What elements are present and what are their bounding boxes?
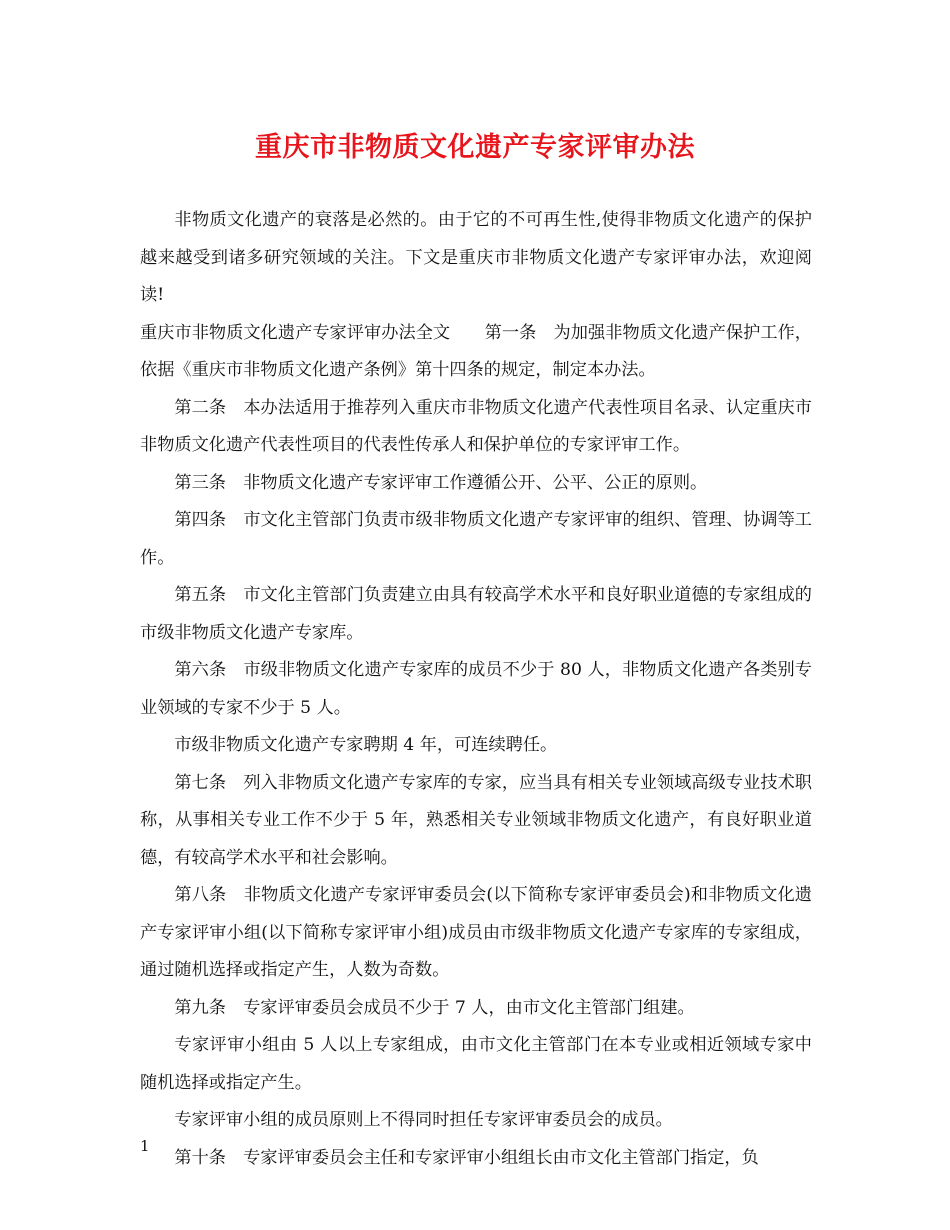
paragraph: 第九条 专家评审委员会成员不少于 7 人，由市文化主管部门组建。 <box>174 997 695 1018</box>
paragraph: 第七条 列入非物质文化遗产专家库的专家，应当具有相关专业领域高级专业技术职称，从事相关专业工作不少于 5 年，熟悉相关专业领域非物质文化遗产，有良好职业道德，有较高学术水平和社会影响。 <box>140 772 812 868</box>
paragraph: 第十条 专家评审委员会主任和专家评审小组组长由市文化主管部门指定，负 <box>174 1147 759 1168</box>
paragraph: 第五条 市文化主管部门负责建立由具有较高学术水平和良好职业道德的专家组成的市级非物质文化遗产专家库。 <box>140 585 812 643</box>
paragraph: 第三条 非物质文化遗产专家评审工作遵循公开、公平、公正的原则。 <box>174 472 708 493</box>
paragraph: 非物质文化遗产的衰落是必然的。由于它的不可再生性,使得非物质文化遗产的保护越来越受到诸多研究领域的关注。下文是重庆市非物质文化遗产专家评审办法，欢迎阅读! <box>140 210 812 305</box>
paragraph: 专家评审小组由 5 人以上专家组成，由市文化主管部门在本专业或相近领域专家中随机选择或指定产生。 <box>140 1035 812 1093</box>
page-number: 1 <box>140 1137 150 1155</box>
document-body <box>140 202 812 1177</box>
paragraph: 市级非物质文化遗产专家聘期 4 年，可连续聘任。 <box>174 735 558 755</box>
document-title: 重庆市非物质文化遗产专家评审办法 <box>255 132 695 163</box>
paragraph: 第八条 非物质文化遗产专家评审委员会(以下简称专家评审委员会)和非物质文化遗产专家评审小组(以下简称专家评审小组)成员由市级非物质文化遗产专家库的专家组成，通过随机选择或指定产生，人数为奇数。 <box>140 885 812 980</box>
paragraph: 第四条 市文化主管部门负责市级非物质文化遗产专家评审的组织、管理、协调等工作。 <box>140 510 812 568</box>
paragraph: 专家评审小组的成员原则上不得同时担任专家评审委员会的成员。 <box>174 1110 673 1130</box>
paragraph: 第二条 本办法适用于推荐列入重庆市非物质文化遗产代表性项目名录、认定重庆市非物质文化遗产代表性项目的代表性传承人和保护单位的专家评审工作。 <box>140 397 812 455</box>
paragraph: 重庆市非物质文化遗产专家评审办法全文 第一条 为加强非物质文化遗产保护工作，依据《重庆市非物质文化遗产条例》第十四条的规定，制定本办法。 <box>140 322 812 380</box>
paragraph: 第六条 市级非物质文化遗产专家库的成员不少于 80 人，非物质文化遗产各类别专业领域的专家不少于 5 人。 <box>140 660 812 718</box>
